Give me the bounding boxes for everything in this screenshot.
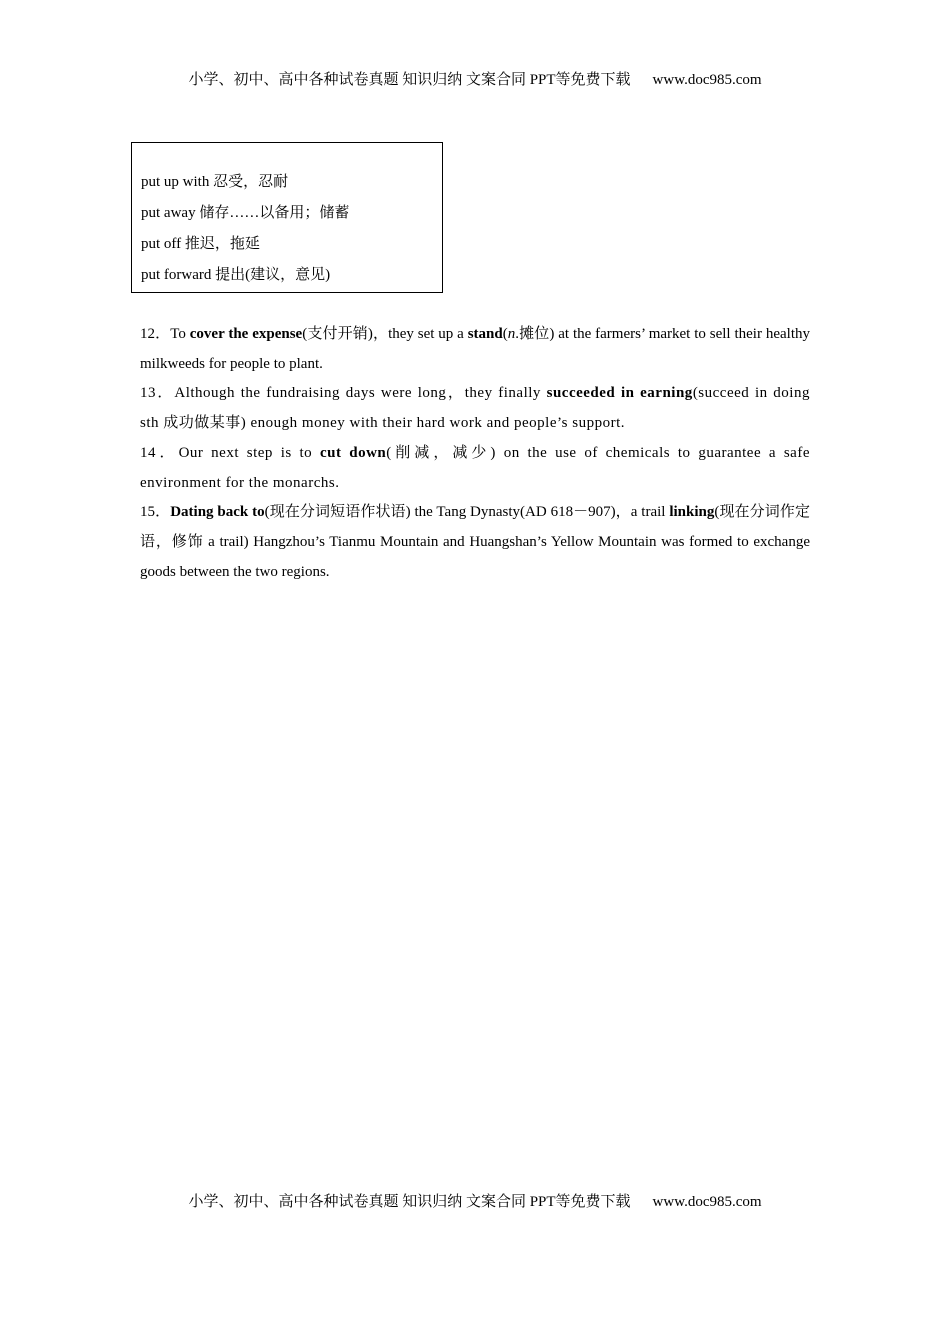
page-footer xyxy=(0,1190,950,1211)
question-15 xyxy=(140,498,810,587)
phrase-line: put off 推迟，拖延 xyxy=(141,236,260,252)
header-text: 小学、初中、高中各种试卷真题 知识归纳 文案合同 PPT等免费下载 xyxy=(188,72,631,88)
question-number: 13． xyxy=(140,385,175,402)
question-13 xyxy=(140,379,810,438)
question-text: To xyxy=(170,326,190,342)
question-number: 14． xyxy=(140,444,179,461)
question-text: ( xyxy=(502,326,508,342)
question-text: (现在分词作定语，修饰 a trail) Hangzhou’s Tianmu Mountain and Huangshan’s Yellow Mountain was formed to exchange goods between the two regions. xyxy=(140,504,810,580)
question-text: Our next step is to xyxy=(178,444,320,461)
key-phrase: stand xyxy=(467,326,503,342)
question-number: 12． xyxy=(140,326,171,342)
key-phrase: Dating back to xyxy=(170,504,265,521)
phrase-line: put away 储存……以备用；储蓄 xyxy=(141,205,350,221)
key-phrase: cut down xyxy=(319,444,387,461)
page-header xyxy=(0,68,950,89)
phrase-box xyxy=(131,142,443,293)
part-of-speech: n xyxy=(507,326,516,342)
question-12 xyxy=(140,320,810,379)
question-number: 15． xyxy=(140,504,171,521)
phrase-line: put forward 提出(建议，意见) xyxy=(141,267,331,283)
key-phrase: succeeded in earning xyxy=(546,385,693,402)
question-text: (succeed in doing sth 成功做某事) enough money with their hard work and people’s support. xyxy=(140,385,810,432)
question-text: (现在分词短语作状语) the Tang Dynasty(AD 618－907)，a trail xyxy=(264,504,670,521)
question-14 xyxy=(140,439,810,498)
key-phrase: linking xyxy=(669,504,715,521)
footer-site-link[interactable]: www.doc985.com xyxy=(652,1194,762,1210)
footer-text: 小学、初中、高中各种试卷真题 知识归纳 文案合同 PPT等免费下载 xyxy=(188,1194,631,1210)
question-text: (支付开销)，they set up a xyxy=(302,326,468,342)
question-text: Although the fundraising days were long，they finally xyxy=(174,385,547,402)
question-text: .摊位) at the farmers’ market to sell their healthy milkweeds for people to plant. xyxy=(140,326,810,372)
phrase-line: put up with 忍受，忍耐 xyxy=(141,174,289,190)
question-text: (削减，减少) on the use of chemicals to guarantee a safe environment for the monarchs. xyxy=(140,444,810,491)
header-site-link[interactable]: www.doc985.com xyxy=(652,72,762,88)
question-list xyxy=(140,320,810,587)
key-phrase: cover the expense xyxy=(189,326,303,342)
